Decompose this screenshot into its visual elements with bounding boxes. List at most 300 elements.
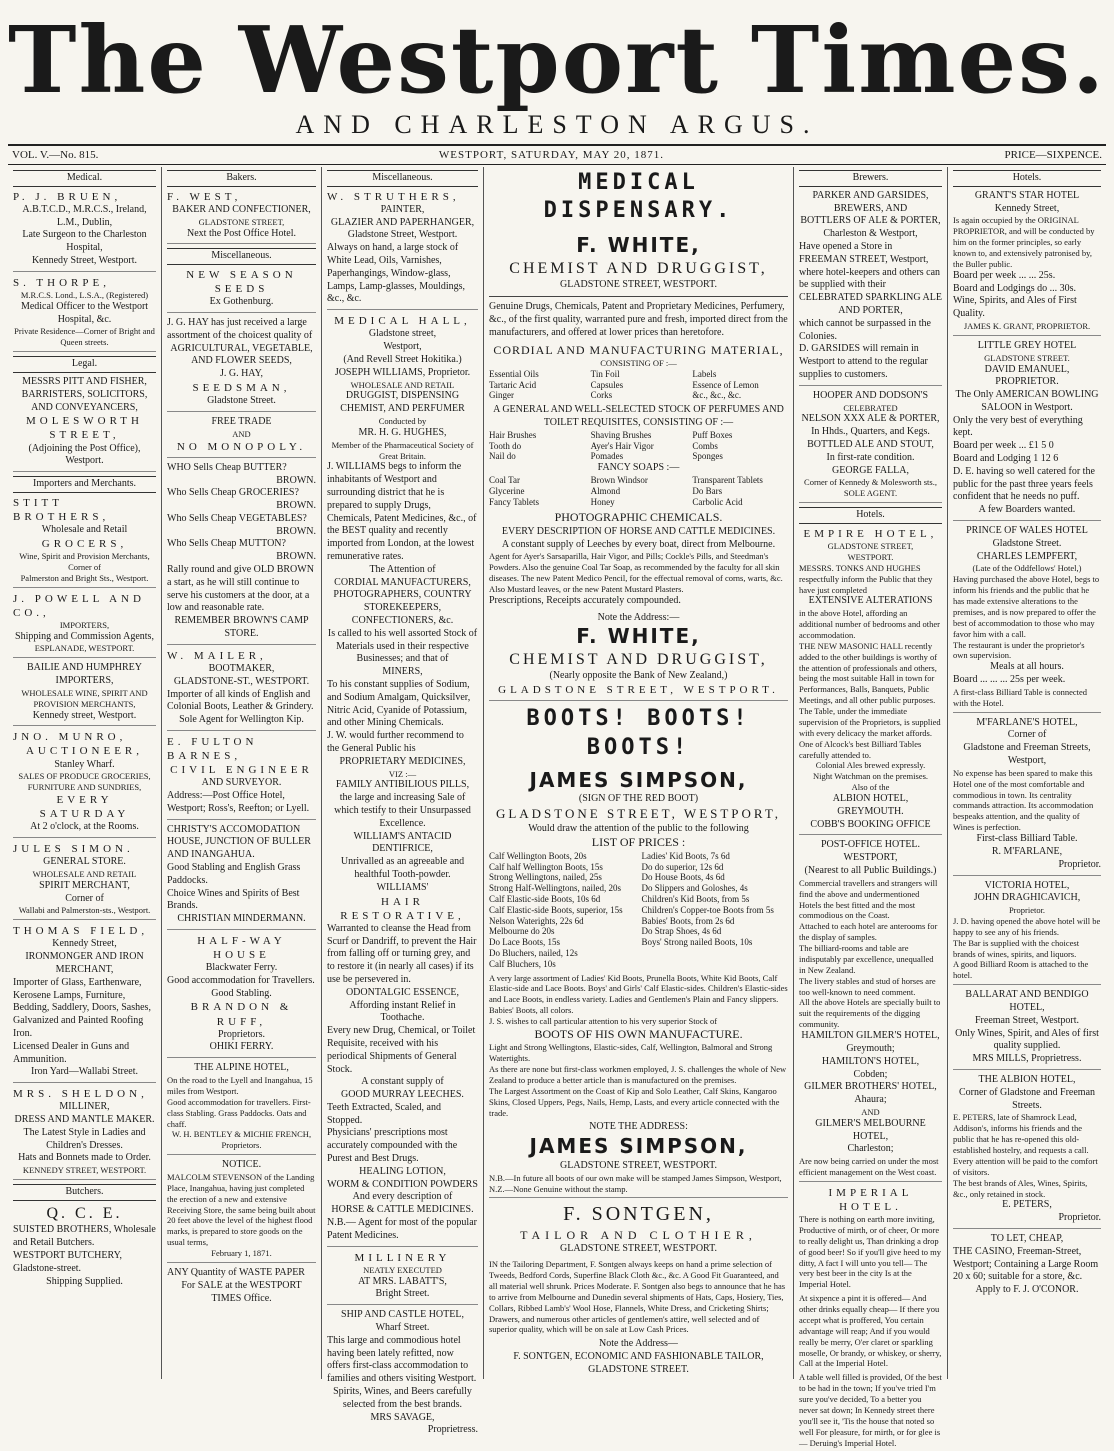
ad-title: MILLINERY xyxy=(354,1251,451,1264)
ad-line: WHO Sells Cheap BUTTER? xyxy=(167,461,287,473)
list-item: Capsules xyxy=(590,379,624,390)
ad-line: JAMES K. GRANT, PROPRIETOR. xyxy=(963,320,1091,331)
ad-line: GLADSTONE STREET. xyxy=(984,352,1070,363)
ad-line: FREE TRADE xyxy=(211,415,272,427)
ad-line: IMPORTERS, xyxy=(59,619,110,630)
section-heading: Butchers. xyxy=(13,1184,156,1201)
ad-line: GLADSTONE STREET, WESTPORT. xyxy=(560,1159,717,1171)
ad-line: THE CASINO, Freeman-Street, xyxy=(953,1245,1082,1257)
ad-line: Have opened a Store in FREEMAN STREET, Westport, where hotel-keepers and others can be supplied with their xyxy=(799,240,941,291)
ad-line: JOHN DRAGHICAVICH, xyxy=(973,892,1081,904)
ad-casino-to-let xyxy=(953,1233,1101,1300)
list-item: Tartaric Acid xyxy=(489,379,537,390)
ad-line: PHOTOGRAPHIC CHEMICALS. xyxy=(554,510,723,525)
ad-title: VICTORIA HOTEL, xyxy=(984,879,1070,891)
ad-line: AND CONVEYANCERS, xyxy=(31,401,138,413)
ad-line: Physicians' prescriptions most accurately compounded with the Purest and Best Drugs. xyxy=(327,1127,458,1165)
ad-sheldon xyxy=(13,1087,156,1180)
ad-line: Board and Lodging 1 12 6 xyxy=(953,453,1059,465)
ad-little-grey-hotel xyxy=(953,340,1101,521)
column-4 xyxy=(484,167,794,1379)
ad-line: The Only AMERICAN BOWLING SALOON in Westport. xyxy=(955,389,1099,413)
ad-line: WHOLESALE AND RETAIL xyxy=(350,379,455,390)
ad-line: BROWN. xyxy=(276,500,316,512)
ad-line: GOOD MURRAY LEECHES. xyxy=(341,1089,464,1101)
ad-line: CHARLES LEMPFERT, xyxy=(976,550,1078,562)
ad-line: DAVID EMANUEL, PROPRIETOR. xyxy=(984,363,1070,388)
ad-line: Licensed Dealer in Guns and Ammunition. xyxy=(13,1040,130,1065)
ad-suisted xyxy=(13,1204,156,1291)
ad-line: AND xyxy=(232,428,251,439)
ad-title: NEW SEASON SEEDS xyxy=(186,269,297,296)
ad-line: Prescriptions, Receipts accurately compounded. xyxy=(489,594,681,606)
list-item: Nail do xyxy=(489,451,516,462)
ad-line: Colonial Ales brewed expressly. xyxy=(815,760,926,771)
ad-line: Iron Yard—Wallabi Street. xyxy=(31,1066,138,1078)
ad-struthers xyxy=(327,190,478,310)
ad-title: MEDICAL DISPENSARY. xyxy=(543,170,734,224)
list-item: Children's Copper-toe Boots from 5s xyxy=(641,904,774,915)
ad-line: Charleston; xyxy=(847,1143,894,1155)
ad-christy xyxy=(167,824,316,930)
ad-line: LIST OF PRICES : xyxy=(591,835,686,850)
ad-thorpe xyxy=(13,276,156,352)
ad-line: Is again occupied by the ORIGINAL PROPRIETOR, and will be conducted by him on the former principles, so early known to, and extensively patronised by, the Buller public. xyxy=(953,215,1095,269)
masthead xyxy=(8,4,1106,116)
ad-line: J. WILLIAMS begs to inform the inhabitants of Westport and surrounding district that he is prepared to supply Drugs, Chemicals, Patent Medicines, &c., of the BEST quality and recently imported from London, at the lowest remunerative rates. xyxy=(327,461,477,562)
ad-line: BOOTS OF HIS OWN MANUFACTURE. xyxy=(534,1026,743,1041)
ad-line: GILMER BROTHERS' HOTEL, xyxy=(804,1081,937,1093)
ad-line: L.M., Dublin, xyxy=(56,216,113,228)
ad-title: HALF-WAY HOUSE xyxy=(197,934,286,961)
ad-line: Kennedy street, Westport. xyxy=(32,709,137,721)
ad-line: ODONTALGIC ESSENCE, xyxy=(345,986,460,998)
ad-line: The livery stables and stud of horses are too well-known to need comment. xyxy=(799,975,936,997)
list-item: Tooth do xyxy=(489,440,522,451)
ad-title: POST-OFFICE HOTEL. xyxy=(820,839,921,851)
list-item: Corks xyxy=(590,390,613,401)
ad-line: CORDIAL AND MANUFACTURING MATERIAL, xyxy=(493,342,784,357)
ad-title: F. WEST, xyxy=(167,190,242,203)
ad-line: Would draw the attention of the public to the following xyxy=(528,822,749,834)
ad-pitt-fisher xyxy=(13,376,156,472)
ad-line: (And Revell Street Hokitika.) xyxy=(343,353,462,365)
ad-line: In first-rate condition. xyxy=(826,451,915,463)
ad-line: Meals at all hours. xyxy=(990,661,1064,673)
ad-line: D. GARSIDES will remain in Westport to attend to the regular supplies to customers. xyxy=(799,343,928,380)
ad-line: WILLIAMS' xyxy=(376,881,429,893)
ad-line: REMEMBER BROWN'S CAMP STORE. xyxy=(174,615,309,640)
ad-title: MESSRS PITT AND FISHER, xyxy=(22,375,147,387)
ad-line: IN the Tailoring Department, F. Sontgen always keeps on hand a prime selection of Tweeds, Bedford Cords, Superfine Black Cloth &c., &c. A Good Fit Guaranteed, and all material well shrunk. Prices Moderate. F. Sontgen also begs to announce that he has to arrive from Melbourne and Dunedin several shipments of Hats, Caps, Hosiery, Ties, Collars, Ribbed Lamb's' Wool Hose, Flannels, White Dress, and Cricketing Shirts; Drawers, and numerous other articles of gentlemen's attire, well selected and of superior quality, which will be on sale at Low Cash Prices. xyxy=(489,1259,786,1335)
column-3 xyxy=(322,167,484,1436)
ad-title: BAILIE AND HUMPHREY IMPORTERS, xyxy=(27,662,142,687)
ad-line: Commercial travellers and strangers will find the above and undermentioned Hotels the best fitted and the most commodious on the Coast. xyxy=(799,877,938,921)
ad-albion-hotel xyxy=(953,1074,1101,1229)
ad-line: Night Watchman on the premises. xyxy=(812,771,929,782)
list-item: Hair Brushes xyxy=(489,429,537,440)
ad-line: HAMILTON GILMER'S HOTEL, xyxy=(801,1030,940,1042)
ad-line: GLADSTONE STREET, WESTPORT. xyxy=(498,684,779,697)
divider xyxy=(489,296,788,297)
ad-field xyxy=(13,924,156,1083)
ad-mfarlanes-hotel xyxy=(953,717,1101,876)
ad-medical-hall xyxy=(327,314,478,1246)
list-item: Do Bars xyxy=(692,485,723,496)
ad-line: THE NEW MASONIC HALL recently added to the other buildings is worthy of the attention of professionals and others, being the most suitable Hall in town for Performances, Balls, Banquets, Public Meetings, and all other public purposes. xyxy=(799,640,938,706)
ad-line: The Largest Assortment on the Coast of Kip and Solo Leather, Calf Skins, Kangaroo Skins, Closed Uppers, Pegs, Nails, Hemp, Lasts, and every article connected with the trade. xyxy=(489,1085,780,1118)
column-1 xyxy=(8,167,162,1379)
ad-line: And every description of xyxy=(352,1191,453,1203)
ad-alpine-hotel xyxy=(167,1062,316,1155)
list-item: Tin Foil xyxy=(590,368,620,379)
ad-title: M'FARLANE'S HOTEL, xyxy=(976,716,1078,728)
ad-line: This large and commodious hotel having been lately refitted, now offers first-class accommodation to families and others visiting Westport. xyxy=(327,1334,477,1385)
ad-line: AUCTIONEER, xyxy=(25,745,144,758)
ad-line: IRONMONGER AND IRON xyxy=(25,951,144,963)
price: PRICE—SIXPENCE. xyxy=(1004,149,1102,161)
ad-title: W. MAILER, xyxy=(167,649,267,662)
ad-line: SALES OF PRODUCE GROCERIES, FURNITURE AND SUNDRIES, xyxy=(18,771,151,793)
ad-line: Proprietor. xyxy=(1008,905,1046,916)
ad-line: Proprietor. xyxy=(1058,858,1101,870)
section-heading: Legal. xyxy=(13,356,156,373)
ad-line: VIZ :— xyxy=(388,768,417,779)
ad-line: Good Stabling and English Grass Paddocks. xyxy=(167,861,301,886)
ad-line: PAINTER, xyxy=(380,203,425,215)
ad-line: DRESS AND MANTLE MAKER. xyxy=(14,1113,155,1125)
ad-line: WORM & CONDITION POWDERS xyxy=(327,1178,478,1190)
ad-line: NOTE THE ADDRESS: xyxy=(589,1121,688,1133)
ad-line: Corner of xyxy=(65,892,104,904)
ad-line: A constant supply of xyxy=(361,1076,444,1088)
ad-line: Gladstone Street. xyxy=(992,537,1062,549)
ad-line: Gladstone street, xyxy=(368,328,437,340)
list-item: Calf Bluchers, 10s xyxy=(489,958,556,969)
volume-number: VOL. V.—No. 815. xyxy=(12,149,99,161)
ad-line: Apply to F. J. O'CONOR. xyxy=(975,1284,1079,1296)
ad-line: WILLIAM'S ANTACID DENTIFRICE, xyxy=(353,830,452,855)
list-item: Combs xyxy=(692,440,718,451)
list-item: Do Lace Boots, 15s xyxy=(489,937,560,948)
ad-title: HOOPER AND DODSON'S xyxy=(812,389,929,401)
ad-line: Who Sells Cheap VEGETABLES? xyxy=(167,512,307,524)
ad-line: Every new Drug, Chemical, or Toilet Requisite, received with his periodical Shipments of General Stock. xyxy=(327,1025,476,1075)
ad-line: The Latest Style in Ladies and Children's Dresses. xyxy=(23,1126,146,1151)
ad-line: FAMILY ANTIBILIOUS PILLS, xyxy=(335,779,470,791)
ad-line: MERCHANT, xyxy=(55,963,114,975)
ad-line: Only the very best of everything kept. xyxy=(953,414,1083,439)
ad-line: in the above Hotel, affording an additional number of bedrooms and other accommodation. xyxy=(799,608,940,640)
ad-prince-of-wales-hotel xyxy=(953,525,1101,713)
ad-line: A very large assortment of Ladies' Kid Boots, Prunella Boots, White Kid Boots, Calf Elastic-side and Lace Boots. Boys' and Girls' Calf Elastic-sides. Children's Elastic-sides and Lace Boots, in endless variety. Ladies and Gentlemen's Plain and Fancy slippers. Babies' Boots, all colors. xyxy=(489,972,788,1016)
ad-line: HAIR RESTORATIVE, xyxy=(340,895,465,922)
ad-line: Shipping and Commission Agents, xyxy=(15,630,154,642)
ad-line: R. M'FARLANE, xyxy=(991,845,1063,857)
ad-line: (Late of the Oddfellows' Hotel,) xyxy=(972,563,1082,574)
ad-line: J. S. wishes to call particular attention to his very superior Stock of xyxy=(489,1016,718,1027)
column-6 xyxy=(948,167,1106,1379)
list-item: Brown Windsor xyxy=(590,474,648,485)
ad-line: COBB'S BOOKING OFFICE xyxy=(810,818,931,830)
ad-post-office-hotel xyxy=(799,839,942,1181)
ad-line: SEEDSMAN, xyxy=(192,382,291,395)
ad-line: F. SONTGEN, ECONOMIC AND FASHIONABLE TAILOR, xyxy=(513,1351,764,1363)
ad-line: Westport, xyxy=(383,341,422,353)
section-heading: Hotels. xyxy=(799,507,942,524)
column-5 xyxy=(794,167,948,1448)
ad-hay xyxy=(167,317,316,412)
ad-line: Kennedy Street, xyxy=(52,938,117,950)
ad-ship-castle xyxy=(327,1309,478,1440)
column-2 xyxy=(162,167,322,1379)
ad-seeds xyxy=(167,268,316,313)
ad-title: Q. C. E. xyxy=(46,1204,123,1222)
ad-line: At sixpence a pint it is offered— And other drinks equally cheap— If there you accept what is proffered, You certain advantage will reap; And if you would really be merry, O'er claret or sparkling moselle, Or brandy, or whiskey, or sherry, Call at the Imperial Hotel. xyxy=(799,1293,942,1369)
ad-james-simpson xyxy=(489,705,788,1198)
ad-line: A first-class Billiard Table is connected with the Hotel. xyxy=(953,686,1088,708)
ad-line: Late Surgeon to the Charleston Hospital, xyxy=(22,229,147,254)
ad-line: MILLINER, xyxy=(59,1101,110,1113)
ad-title: W. STRUTHERS, xyxy=(327,190,460,203)
ad-line: Corner of xyxy=(1007,729,1047,741)
ad-line: Only Wines, Spirit, and Ales of first quality supplied. xyxy=(955,1027,1099,1052)
ad-line: A.B.T.C.D., M.R.C.S., Ireland, xyxy=(22,203,147,215)
ad-line: AND xyxy=(861,1106,880,1117)
ad-line: Member of the Pharmaceutical Society of Great Britain. xyxy=(331,439,474,461)
section-heading: Bakers. xyxy=(167,170,316,187)
ad-line: Freeman Street, Westport. xyxy=(975,1014,1079,1026)
ad-line: BRANDON & RUFF, xyxy=(190,1001,293,1028)
ad-line: CELEBRATED SPARKLING ALE AND PORTER, xyxy=(799,292,942,316)
list-item: Ginger xyxy=(489,390,514,401)
ad-line: Every attention will be paid to the comfort of visitors. xyxy=(953,1155,1098,1177)
ad-line: Light and Strong Wellingtons, Elastic-sides, Calf, Wellington, Balmoral and Strong Watertights. xyxy=(489,1042,773,1064)
ad-line: GEORGE FALLA, xyxy=(831,464,910,476)
ad-line: JAMES SIMPSON, xyxy=(529,767,748,792)
masthead-word-times: Times. xyxy=(750,6,1106,114)
ad-line: WESTPORT BUTCHERY, Gladstone-street. xyxy=(13,1249,123,1274)
ad-line: Medical Officer to the Westport Hospital, &c. xyxy=(20,300,149,325)
ad-title: JULES SIMON. xyxy=(13,843,134,856)
ad-line: Ahaura; xyxy=(854,1094,887,1106)
ad-line: (Adjoining the Post Office), xyxy=(28,442,141,454)
ad-line: (SIGN OF THE RED BOOT) xyxy=(578,793,699,805)
ad-line: GLAZIER AND PAPERHANGER, xyxy=(330,216,475,228)
ad-line: E. PETERS, xyxy=(1002,1199,1052,1211)
ad-line: On the road to the Lyell and Inangahua, 15 miles from Westport. xyxy=(167,1075,313,1096)
subhead: AND CHARLESTON ARGUS. xyxy=(295,110,819,139)
ad-line: NO MONOPOLY. xyxy=(176,440,307,453)
ad-line: CONSISTING OF :— xyxy=(600,357,677,368)
ad-line: AGRICULTURAL, VEGETABLE, AND FLOWER SEEDS, xyxy=(170,342,313,367)
ad-title: LITTLE GREY HOTEL xyxy=(977,339,1077,351)
ad-line: Hats and Bonnets made to Order. xyxy=(18,1152,151,1164)
ad-line: MOLESWORTH STREET, xyxy=(26,415,143,442)
list-item: Almond xyxy=(590,485,621,496)
ad-line: HAMILTON'S HOTEL, xyxy=(821,1055,920,1067)
ad-line: Are now being carried on under the most efficient management on the West coast. xyxy=(799,1156,939,1178)
ad-title: J. POWELL AND CO., xyxy=(13,592,145,619)
ad-simon xyxy=(13,842,156,920)
list-item: Do Slippers and Goloshes, 4s xyxy=(641,883,748,894)
ad-line: MRS SAVAGE, xyxy=(370,1411,435,1423)
ad-line: Gladstone Street, Westport. xyxy=(347,229,458,241)
ad-west xyxy=(167,190,316,245)
ad-title: NOTICE. xyxy=(221,1159,262,1171)
ad-line: First-class Billiard Table. xyxy=(976,833,1078,845)
ad-line: For SALE at the WESTPORT TIMES Office. xyxy=(181,1279,302,1304)
ad-mailer xyxy=(167,649,316,731)
ad-line: JOSEPH WILLIAMS, Proprietor. xyxy=(334,366,471,378)
ad-line: ALBION HOTEL, GREYMOUTH. xyxy=(832,793,909,817)
ad-line: Blackwater Ferry. xyxy=(205,962,278,974)
list-item: Melbourne do 20s xyxy=(489,926,555,937)
list-item: Strong Half-Wellingtons, nailed, 20s xyxy=(489,883,622,894)
ad-line: GLADSTONE-ST., WESTPORT. xyxy=(173,675,310,687)
ad-line: No expense has been spared to make this Hotel one of the most comfortable and commodious in town. Its centrality commands attraction. Its accommodation bespeaks attention, and the quality of Wines is perfection. xyxy=(953,767,1094,833)
ad-line: Proprietor. xyxy=(1058,1212,1101,1224)
ad-line: At 2 o'clock, at the Rooms. xyxy=(30,821,139,833)
ad-line: AT MRS. LABATT'S, xyxy=(358,1275,447,1287)
ad-line: Warranted to cleanse the Head from Scurf or Dandriff, to prevent the Hair from falling off or turning grey, and to restore it (in nearly all cases) if its use be persevered in. xyxy=(327,922,477,985)
list-item: Shaving Brushes xyxy=(590,429,652,440)
ad-line: the large and increasing Sale of which testify to their Unsurpassed Excellence. xyxy=(334,792,471,829)
ad-line: which cannot be surpassed in the Colonies. xyxy=(799,317,931,342)
ad-title: PARKER AND GARSIDES, xyxy=(812,189,929,201)
ad-line: MR. H. G. HUGHES, xyxy=(358,426,447,438)
ad-line: Wholesale and Retail xyxy=(41,524,128,536)
ad-line: Kennedy Street, xyxy=(994,202,1060,214)
ad-half-way-house xyxy=(167,934,316,1058)
ad-line: Board and Lodgings do ... 30s. xyxy=(953,282,1077,294)
ad-title: THE ALPINE HOTEL, xyxy=(194,1062,289,1074)
ad-line: N.B.—In future all boots of our own make will be stamped James Simpson, Westport, N.Z.—None Genuine without the stamp. xyxy=(489,1172,782,1194)
list-item: Sponges xyxy=(692,451,723,462)
ad-grants-star-hotel xyxy=(953,190,1101,336)
ad-line: EVERY DESCRIPTION OF HORSE AND CATTLE MEDICINES. xyxy=(501,525,776,537)
ad-line: GLADSTONE STREET, xyxy=(198,216,285,227)
ad-powell xyxy=(13,592,156,659)
ad-title: THE ALBION HOTEL, xyxy=(978,1074,1076,1085)
issue-date: WESTPORT, SATURDAY, MAY 20, 1871. xyxy=(438,149,664,161)
ad-line: A few Boarders wanted. xyxy=(978,504,1076,516)
ad-line: Spirits, Wines, and Beers carefully selected from the best brands. xyxy=(333,1385,472,1410)
ad-line: Also of the xyxy=(851,782,890,793)
ad-line: F. WHITE, xyxy=(576,624,701,649)
ad-line: OHIKI FERRY. xyxy=(209,1041,274,1053)
ad-line: SPIRIT MERCHANT, xyxy=(39,879,130,891)
ad-line: There is nothing on earth more inviting, Productive of mirth, or of cheer, Or more to really delight us, Than drinking a drop of good beer! So if you'll give heed to my ditty, A fact I will unto you tell— The very best beer in the city Is at the Imperial Hotel. xyxy=(799,1214,941,1290)
section-heading: Miscellaneous. xyxy=(327,170,478,187)
ad-line: E. PETERS, late of Shamrock Lead, Addison's, informs his friends and the public that he has re-opened this old-established hostelry, and requests a call. xyxy=(953,1112,1089,1156)
ad-line: Always on hand, a large stock of White Lead, Oils, Varnishes, Paperhangings, Window-glass, Lamps, Lamp-glasses, Mouldings, &c., &c. xyxy=(327,242,466,305)
section-heading: Hotels. xyxy=(953,170,1101,187)
ad-line: PROPRIETARY MEDICINES, xyxy=(339,755,466,767)
ad-title: TO LET, CHEAP, xyxy=(990,1232,1064,1244)
ad-line: The Attention of xyxy=(369,563,436,575)
list-item: Essential Oils xyxy=(489,368,539,379)
ad-line: Rally round and give OLD BROWN a start, as he will still continue to serve his customers at the door, at a low and reasonable rate. xyxy=(167,564,314,614)
ad-line: February 1, 1871. xyxy=(211,1248,272,1259)
section-heading: Brewers. xyxy=(799,170,942,187)
ad-line: Genuine Drugs, Chemicals, Patent and Proprietary Medicines, Perfumery, &c., of the first quality, warranted pure and fresh, imported direct from the manufacturers, and offered at lower prices than heretofore. xyxy=(489,301,788,338)
ad-line: KENNEDY STREET, WESTPORT. xyxy=(22,1165,147,1176)
ad-line: WESTPORT. xyxy=(847,551,894,562)
ad-line: Board ... ... ... 25s per week. xyxy=(953,674,1066,686)
ad-line: Proprietress. xyxy=(427,1424,478,1436)
ad-line: BROWN. xyxy=(276,525,316,537)
list-item: Ladies' Kid Boots, 7s 6d xyxy=(641,850,730,861)
ad-bruen xyxy=(13,190,156,272)
toilet-list xyxy=(489,430,788,462)
ad-imperial-hotel xyxy=(799,1186,942,1451)
soap-list xyxy=(489,475,788,507)
ad-line: CIVIL ENGINEER xyxy=(170,764,313,777)
ad-line: Wallabi and Palmerston-sts., Westport. xyxy=(18,905,151,916)
ad-waste-paper xyxy=(167,1267,316,1308)
list-item: Pomades xyxy=(590,451,624,462)
ad-line: As there are none but first-class workmen employed, J. S. challenges the whole of New Zealand to produce a better article than is manufactured on the premises. xyxy=(489,1064,787,1085)
list-item: Nelson Waterights, 22s 6d xyxy=(489,915,584,926)
ad-line: NEATLY EXECUTED xyxy=(363,1264,442,1275)
ad-line: A table well filled is provided, Of the best to be had in the town; If you've tried I'm sure you've decided, To a better you never sat down; In Kennedy street there you'll see it, 'Tis the house that noted so well For pleasure, for mirth, or for glee is— Deruing's Imperial Hotel. xyxy=(799,1372,942,1448)
ad-line: MESSRS. TONKS AND HUGHES respectfully inform the Public that they have just completed xyxy=(799,562,933,595)
ad-title: P. J. BRUEN, xyxy=(13,190,122,203)
ad-title: IMPERIAL HOTEL. xyxy=(828,1186,913,1213)
ad-line: WHOLESALE AND RETAIL xyxy=(32,868,137,879)
ad-line: BAKER AND CONFECTIONER, xyxy=(172,203,311,215)
ad-line: Wine, Spirits, and Ales of First Quality. xyxy=(953,295,1077,320)
ad-line: BOTTLERS OF ALE & PORTER, xyxy=(800,215,941,227)
ad-title: SHIP AND CASTLE HOTEL, xyxy=(341,1309,464,1321)
ad-line: M.R.C.S. Lond., L.S.A., (Registered) xyxy=(20,289,149,300)
ad-line: BROWN. xyxy=(276,474,316,486)
ad-title: CHRISTY'S ACCOMODATION HOUSE, JUNCTION OF BULLER AND INANGAHUA. xyxy=(167,823,311,861)
ad-line: Note the Address:— xyxy=(597,611,680,623)
ad-title: E. FULTON BARNES, xyxy=(167,735,258,762)
ad-line: GLADSTONE STREET, xyxy=(827,541,914,552)
ad-line: The Bar is supplied with the choicest brands of wines, spirits, and liquors. xyxy=(953,937,1080,959)
ad-line: Wine, Spirit and Provision Merchants, Corner of xyxy=(19,550,150,572)
ad-line: J. G. HAY, xyxy=(219,368,264,380)
ad-line: SOLE AGENT. xyxy=(843,488,898,499)
ad-line: (Nearly opposite the Bank of New Zealand,) xyxy=(549,670,728,682)
ad-line: J. W. would further recommend to the General Public his xyxy=(327,730,464,754)
ad-line: CELEBRATED xyxy=(843,402,898,413)
ad-line: WESTPORT, xyxy=(843,852,898,864)
masthead-word-the: The xyxy=(8,6,208,114)
ad-line: CHEMIST AND DRUGGIST, xyxy=(509,259,768,277)
ad-line: J. D. having opened the above hotel will be happy to see any of his friends. xyxy=(953,915,1101,937)
list-item xyxy=(642,948,789,959)
section-heading: Miscellaneous. xyxy=(167,248,316,265)
ad-stitt xyxy=(13,496,156,588)
ad-line: Who Sells Cheap GROCERIES? xyxy=(167,487,299,499)
ad-line: Having purchased the above Hotel, begs to inform his friends and the public that he has made extensive alterations to the premises, and is now prepared to offer the best of accommodation to those who may favor him with a call. xyxy=(953,574,1100,639)
ad-line: MRS MILLS, Proprietress. xyxy=(972,1053,1082,1065)
ad-title: MEDICAL HALL, xyxy=(334,315,471,328)
ad-line: One of Alcock's best Billiard Tables carefully attended to. xyxy=(799,738,922,760)
ad-line: The restaurant is under the proprietor's own supervision. xyxy=(953,639,1085,661)
ad-line: To his constant supplies of Sodium, and Sodium Amalgam, Quicksilver, Nitric Acid, Cyanide of Potassium, and other Mining Chemicals. xyxy=(327,678,471,729)
ad-line: HOTEL, xyxy=(1009,1002,1045,1014)
ad-line: J. G. HAY has just received a large assortment of the choicest quality of xyxy=(167,317,313,341)
ad-line: MALCOLM STEVENSON of the Landing Place, Inangahua, having just completed the erection of a new and extensive Receiving Store, the same being built about 20 feet above the level of the highest flood marks, is prepared to store goods on the usual terms, xyxy=(167,1171,316,1248)
ad-line: In Hhds., Quarters, and Kegs. xyxy=(811,426,930,438)
ad-line: BROWN. xyxy=(276,551,316,563)
list-item: Do House Boots, 4s 6d xyxy=(641,872,725,883)
